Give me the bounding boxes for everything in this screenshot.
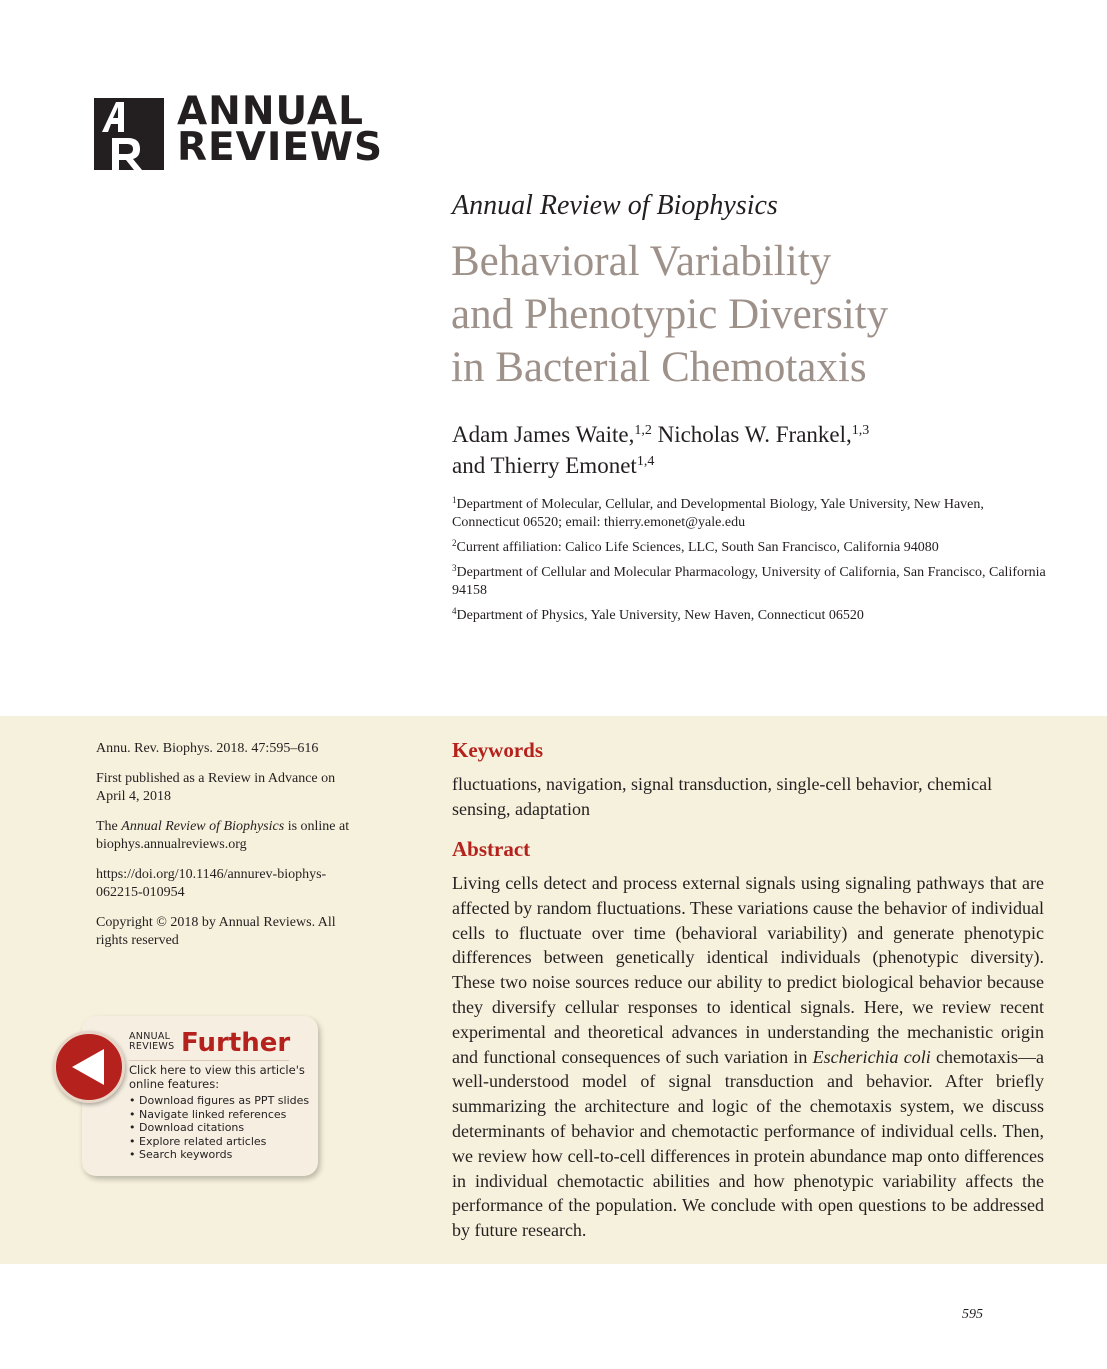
affiliation-number: 4 [452, 606, 457, 616]
journal-name: Annual Review of Biophysics [452, 190, 778, 221]
copyright: Copyright © 2018 by Annual Reviews. All rights reserved [96, 915, 336, 948]
brand-line-2: REVIEWS [177, 125, 384, 170]
annual-reviews-logo [94, 89, 384, 172]
affiliations [452, 496, 1052, 632]
affiliation-number: 1 [452, 495, 457, 505]
further-feature-list [129, 1094, 309, 1162]
author-emonet-affil: 1,4 [636, 454, 655, 469]
title-line-2: and Phenotypic Diversity [451, 291, 889, 338]
feature-related-articles[interactable]: • Explore related articles [129, 1135, 309, 1149]
feature-search-keywords[interactable]: • Search keywords [129, 1148, 309, 1162]
further-intro [129, 1063, 309, 1091]
abstract-heading: Abstract [452, 837, 531, 861]
online-info [96, 818, 366, 854]
play-left-icon [70, 1046, 108, 1088]
further-title: Further [181, 1028, 291, 1058]
abstract-part-2: chemotaxis—a well-understood model of signal transduction and behavior. After briefly summarizing the architecture and logic of the chemotaxis system, we discuss determinants of behavior and chemotactic performance of individual cells. Then, we review how cell-to-cell differences in protein abundance map onto differences in individual chemotactic abilities and how phenotypic variability affects the performance of the population. We conclude with open questions to be addressed by future research. [452, 1046, 1045, 1241]
affiliation-number: 3 [452, 563, 457, 573]
feature-download-figures[interactable]: • Download figures as PPT slides [129, 1094, 309, 1108]
affiliation-3 [452, 564, 1052, 600]
abstract-text [452, 871, 1044, 1243]
author-frankel[interactable]: Nicholas W. Frankel, [657, 422, 852, 447]
doi-link[interactable]: https://doi.org/10.1146/annurev-biophys-062215-010954 [96, 867, 327, 900]
author-list [452, 419, 1052, 481]
author-waite[interactable]: Adam James Waite, [452, 422, 635, 447]
affiliation-2 [452, 539, 1052, 557]
online-journal: Annual Review of Biophysics [121, 819, 285, 834]
species-name: Escherichia coli [812, 1046, 931, 1067]
keywords-text: fluctuations, navigation, signal transduction, single-cell behavior, chemical sensing, adaptation [452, 774, 993, 819]
brand-wordmark [177, 89, 384, 170]
author-emonet[interactable]: and Thierry Emonet [452, 453, 637, 478]
published-date: First published as a Review in Advance on April 4, 2018 [96, 771, 336, 804]
brand-line-1: ANNUAL [177, 89, 364, 134]
article-metadata [96, 740, 366, 962]
further-heading [129, 1030, 309, 1060]
affiliation-4 [452, 607, 1052, 625]
feature-navigate-references[interactable]: • Navigate linked references [129, 1108, 309, 1122]
further-brand-line-2: REVIEWS [129, 1041, 175, 1052]
online-text: The [96, 819, 122, 834]
further-brand [129, 1032, 174, 1052]
article-title [451, 235, 1011, 394]
page-number: 595 [962, 1307, 983, 1322]
keywords-heading: Keywords [452, 738, 543, 762]
ar-logo-icon [94, 98, 164, 170]
feature-download-citations[interactable]: • Download citations [129, 1121, 309, 1135]
affiliation-text: Current affiliation: Calico Life Sciences, LLC, South San Francisco, California 94080 [456, 540, 939, 555]
further-divider [129, 1060, 289, 1061]
affiliation-text: Department of Physics, Yale University, New Haven, Connecticut 06520 [456, 608, 864, 623]
author-frankel-affil: 1,3 [851, 423, 870, 438]
abstract-part-1: Living cells detect and process external signals using signaling pathways that are affected by random fluctuations. These variations cause the behavior of individual cells to fluctuate over time (behavioral variability) and generate phenotypic differences between genetically identical individuals (phenotypic diversity). These two noise sources reduce our ability to predict biological behavior because they diversify cellular responses to identical signals. Here, we review recent experimental and theoretical advances in understanding the mechanistic origin and functional consequences of such variation in [452, 873, 1044, 1067]
further-button[interactable] [53, 1031, 125, 1103]
further-intro-text: to view this article's online features: [129, 1063, 305, 1091]
author-waite-affil: 1,2 [634, 423, 652, 438]
affiliation-text: Department of Molecular, Cellular, and Developmental Biology, Yale University, New Haven, Connecticut 06520; email: thierry.emonet@yale.edu [452, 497, 984, 530]
affiliation-text: Department of Cellular and Molecular Pharmacology, University of California, San Francisco, California 94158 [452, 565, 1046, 598]
citation: Annu. Rev. Biophys. 2018. 47:595–616 [96, 741, 319, 756]
affiliation-1 [452, 496, 1052, 532]
title-line-1: Behavioral Variability [451, 238, 832, 285]
further-features-box[interactable] [82, 1016, 318, 1176]
title-line-3: in Bacterial Chemotaxis [451, 344, 867, 391]
click-here-link[interactable]: Click here [129, 1063, 186, 1077]
further-brand-line-1: ANNUAL [129, 1031, 171, 1042]
online-text[interactable]: is online at biophys.annualreviews.org [96, 819, 350, 852]
affiliation-number: 2 [452, 538, 457, 548]
